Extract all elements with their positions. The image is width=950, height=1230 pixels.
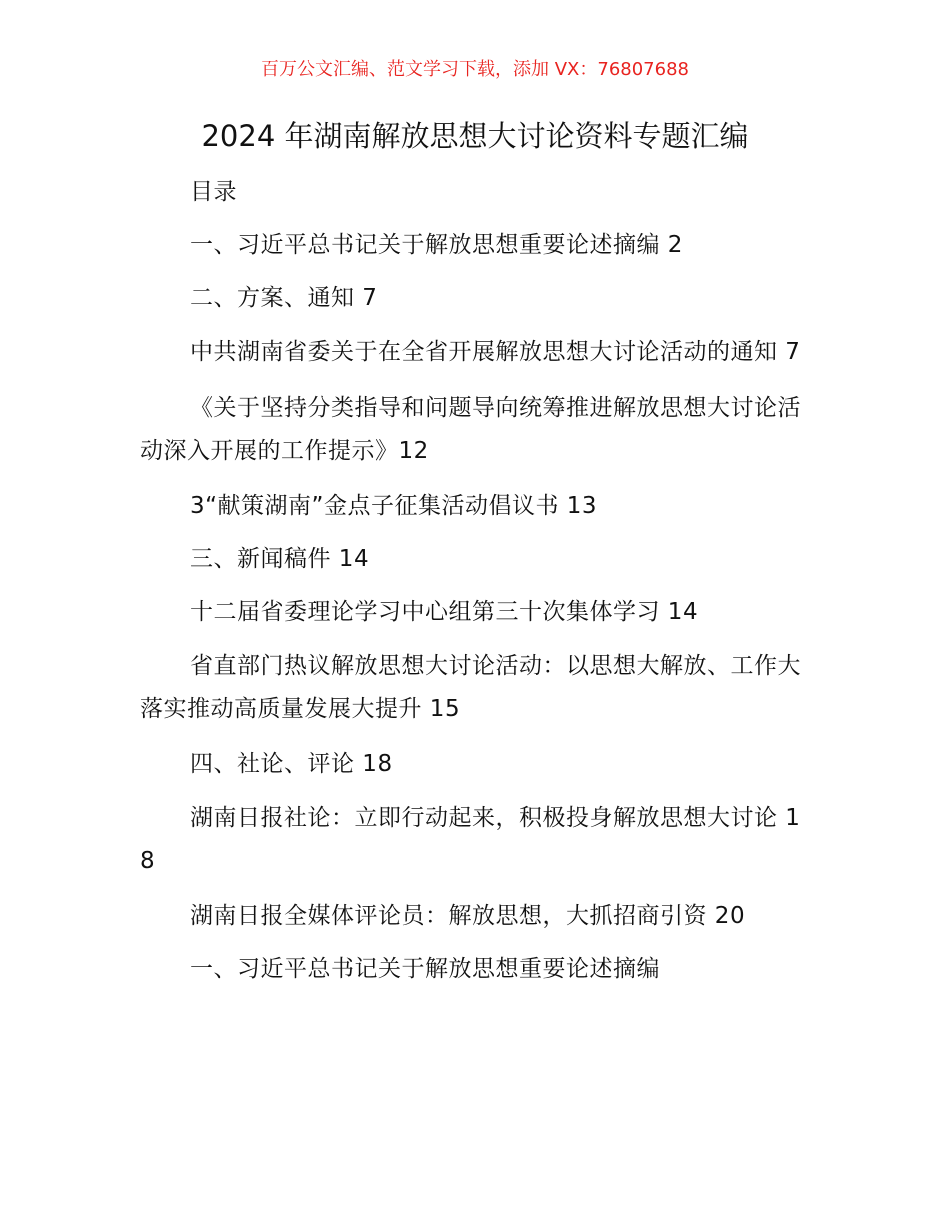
- document-title: 2024 年湖南解放思想大讨论资料专题汇编: [201, 119, 749, 153]
- toc-entry: 湖南日报社论：立即行动起来，积极投身解放思想大讨论 18: [140, 805, 801, 874]
- table-of-contents: [140, 172, 812, 1002]
- toc-entry: 湖南日报全媒体评论员：解放思想，大抓招商引资 20: [190, 903, 746, 929]
- toc-entry: 中共湖南省委关于在全省开展解放思想大讨论活动的通知 7: [190, 339, 801, 365]
- toc-entry: 《关于坚持分类指导和问题导向统筹推进解放思想大讨论活动深入开展的工作提示》12: [140, 395, 801, 464]
- toc-entry: 3“献策湖南”金点子征集活动倡议书 13: [190, 493, 598, 519]
- toc-entry: 三、新闻稿件 14: [190, 546, 370, 572]
- toc-entry: 省直部门热议解放思想大讨论活动：以思想大解放、工作大落实推动高质量发展大提升 15: [140, 653, 801, 722]
- toc-entry: 四、社论、评论 18: [190, 751, 393, 777]
- section-heading: 一、习近平总书记关于解放思想重要论述摘编: [190, 956, 660, 982]
- toc-entry: 一、习近平总书记关于解放思想重要论述摘编 2: [190, 232, 683, 258]
- toc-heading: 目录: [190, 179, 237, 205]
- watermark-text: 百万公文汇编、范文学习下载，添加 VX：76807688: [261, 59, 689, 80]
- toc-entry: 二、方案、通知 7: [190, 285, 378, 311]
- toc-entry: 十二届省委理论学习中心组第三十次集体学习 14: [190, 599, 699, 625]
